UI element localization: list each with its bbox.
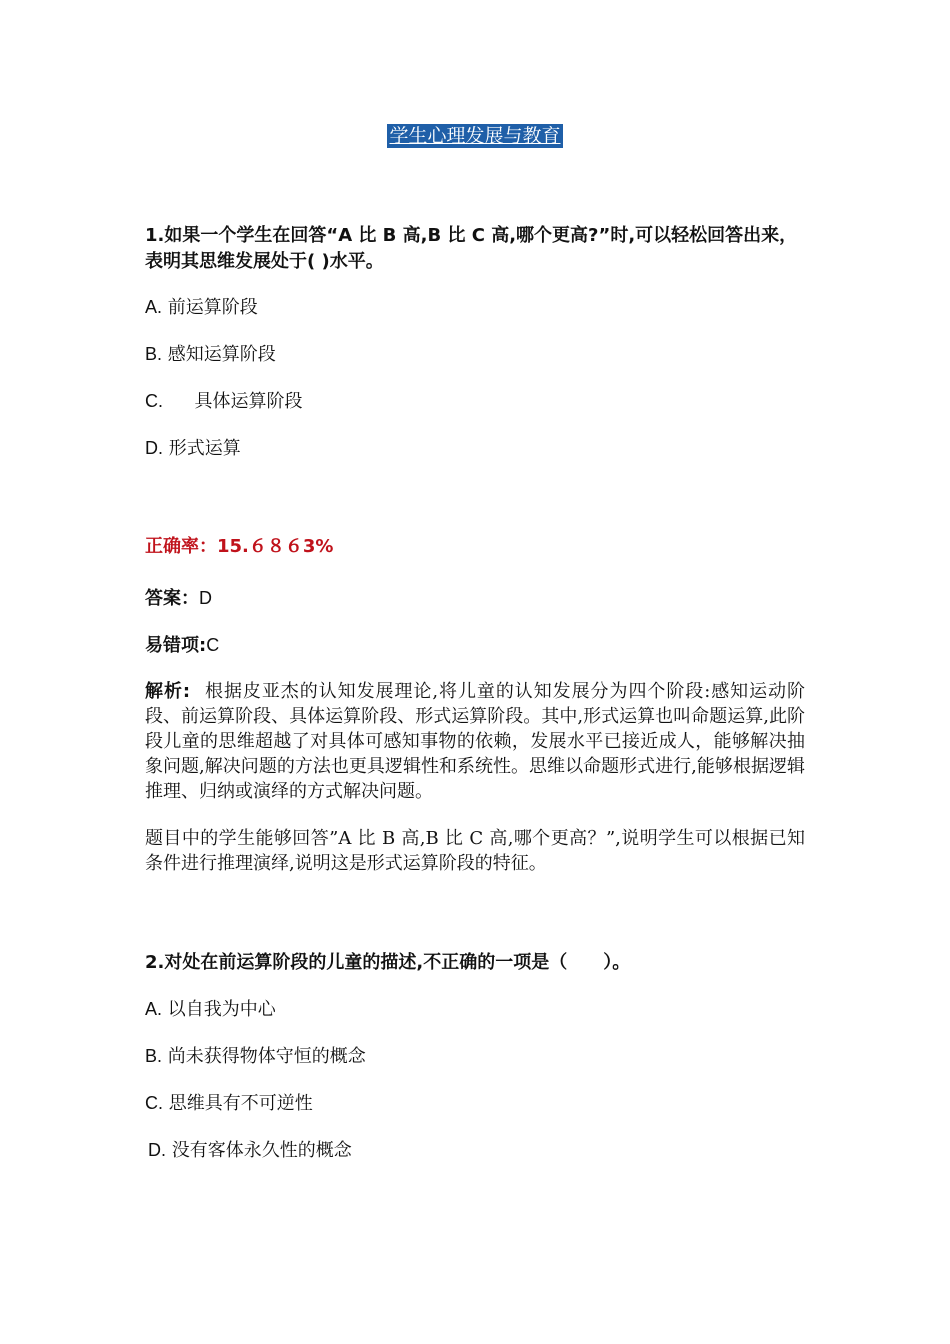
option-text: 尚未获得物体守恒的概念 bbox=[167, 1046, 366, 1067]
question-1-text: 1.如果一个学生在回答“A 比 B 高,B 比 C 高,哪个更高?”时,可以轻松回答出来，表明其思维发展处于( )水平。 bbox=[145, 225, 798, 272]
answer-value: D bbox=[199, 588, 212, 608]
option-text: 思维具有不可逆性 bbox=[168, 1093, 313, 1114]
option-text: 前运算阶段 bbox=[167, 297, 258, 318]
common-error-label: 易错项: bbox=[145, 635, 207, 656]
q2-option-c bbox=[145, 1091, 805, 1116]
q1-accuracy: 正确率：15.６８６3% bbox=[145, 536, 334, 557]
option-letter: D. bbox=[148, 1140, 166, 1160]
document-title: 学生心理发展与教育 bbox=[389, 125, 561, 147]
option-text: 形式运算 bbox=[168, 438, 241, 459]
q1-analysis bbox=[145, 679, 805, 804]
option-letter: C. bbox=[145, 391, 163, 411]
option-letter: B. bbox=[145, 344, 163, 364]
option-text: 以自我为中心 bbox=[167, 999, 276, 1020]
option-letter: A. bbox=[145, 297, 163, 317]
q2-option-d bbox=[148, 1138, 808, 1163]
analysis-label: 解析: bbox=[145, 681, 191, 702]
q2-option-b bbox=[145, 1044, 805, 1069]
option-letter: D. bbox=[145, 438, 163, 458]
q1-common-error bbox=[145, 633, 805, 658]
q1-analysis-2: 题目中的学生能够回答”A 比 B 高,B 比 C 高,哪个更高？”,说明学生可以根据已知条件进行推理演绎,说明这是形式运算阶段的特征。 bbox=[145, 828, 805, 874]
option-text: 具体运算阶段 bbox=[194, 391, 303, 412]
option-letter: C. bbox=[145, 1093, 163, 1113]
option-text: 没有客体永久性的概念 bbox=[171, 1140, 352, 1161]
option-letter: A. bbox=[145, 999, 163, 1019]
common-error-value: C bbox=[206, 635, 220, 655]
q1-option-c bbox=[145, 389, 805, 414]
q1-answer bbox=[145, 586, 805, 611]
title-wrap bbox=[0, 124, 950, 148]
q1-option-a bbox=[145, 295, 805, 320]
q1-option-b bbox=[145, 342, 805, 367]
answer-label: 答案： bbox=[145, 588, 199, 609]
question-2-text: 2.对处在前运算阶段的儿童的描述,不正确的一项是（ ）。 bbox=[145, 952, 631, 973]
analysis-text: 根据皮亚杰的认知发展理论,将儿童的认知发展分为四个阶段:感知运动阶段、前运算阶段、具体运算阶段、形式运算阶段。其中,形式运算也叫命题运算,此阶段儿童的思维超越了对具体可感知事物的依赖，发展水平已接近成人，能够解决抽象问题,解决问题的方法也更具逻辑性和系统性。思维以命题形式进行,能够根据逻辑推理、归纳或演绎的方式解决问题。 bbox=[145, 681, 805, 802]
q1-option-d bbox=[145, 436, 805, 461]
option-text: 感知运算阶段 bbox=[167, 344, 276, 365]
option-letter: B. bbox=[145, 1046, 163, 1066]
q2-option-a bbox=[145, 997, 805, 1022]
